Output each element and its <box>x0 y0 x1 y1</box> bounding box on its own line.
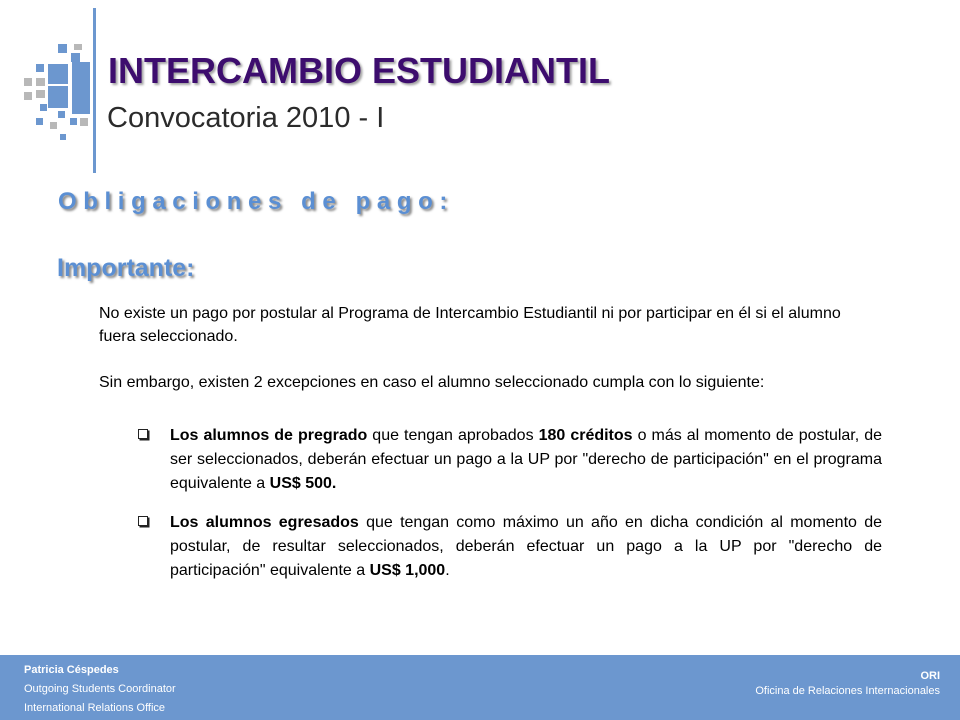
bullet-undergraduates <box>134 424 882 496</box>
footer-office: International Relations Office <box>24 702 166 714</box>
logo-mosaic <box>0 0 100 180</box>
bullet-part2: o más al momento de postular, de ser seleccionados, deberán efectuar un pago a la UP por "derecho de participación" en el programa equivalente a <box>170 427 883 492</box>
footer-office-es: Oficina de Relaciones Internacionales <box>755 685 940 697</box>
bullet-part1: que tengan como máximo un año en dicha condición al momento de postular, de resultar seleccionados, deberán efectuar un pago a la UP por "derecho de participación" equivalente a <box>170 514 882 579</box>
footer-bar <box>0 655 960 720</box>
bullet-credits: 180 créditos <box>538 427 633 444</box>
bullet-part1: que tengan aprobados <box>367 427 539 444</box>
checkbox-bullet-icon <box>138 516 148 526</box>
footer-org <box>755 669 940 699</box>
bullet-lead: Los alumnos egresados <box>170 514 359 531</box>
footer-name: Patricia Céspedes <box>24 664 119 676</box>
important-heading: Importante: <box>57 254 195 282</box>
bullet-text <box>170 424 882 496</box>
bullet-amount: US$ 1,000 <box>369 562 446 579</box>
page-subtitle: Convocatoria 2010 - I <box>107 102 385 134</box>
bullet-amount: US$ 500. <box>269 475 337 492</box>
bullet-tail: . <box>445 562 450 579</box>
bullet-graduates <box>134 511 882 583</box>
paragraph-exceptions: Sin embargo, existen 2 excepciones en caso el alumno seleccionado cumpla con lo siguiente: <box>99 374 765 391</box>
page-title: INTERCAMBIO ESTUDIANTIL <box>108 50 610 91</box>
bullet-lead: Los alumnos de pregrado <box>170 427 368 444</box>
checkbox-bullet-icon <box>138 429 148 439</box>
section-title: Obligaciones de pago: <box>58 188 454 215</box>
footer-role: Outgoing Students Coordinator <box>24 683 176 695</box>
paragraph-no-payment: No existe un pago por postular al Programa de Intercambio Estudiantil ni por participar en él si el alumno fuera seleccionado. <box>99 305 841 345</box>
footer-contact <box>24 661 176 718</box>
bullet-text <box>170 511 882 583</box>
footer-code: ORI <box>920 670 940 682</box>
